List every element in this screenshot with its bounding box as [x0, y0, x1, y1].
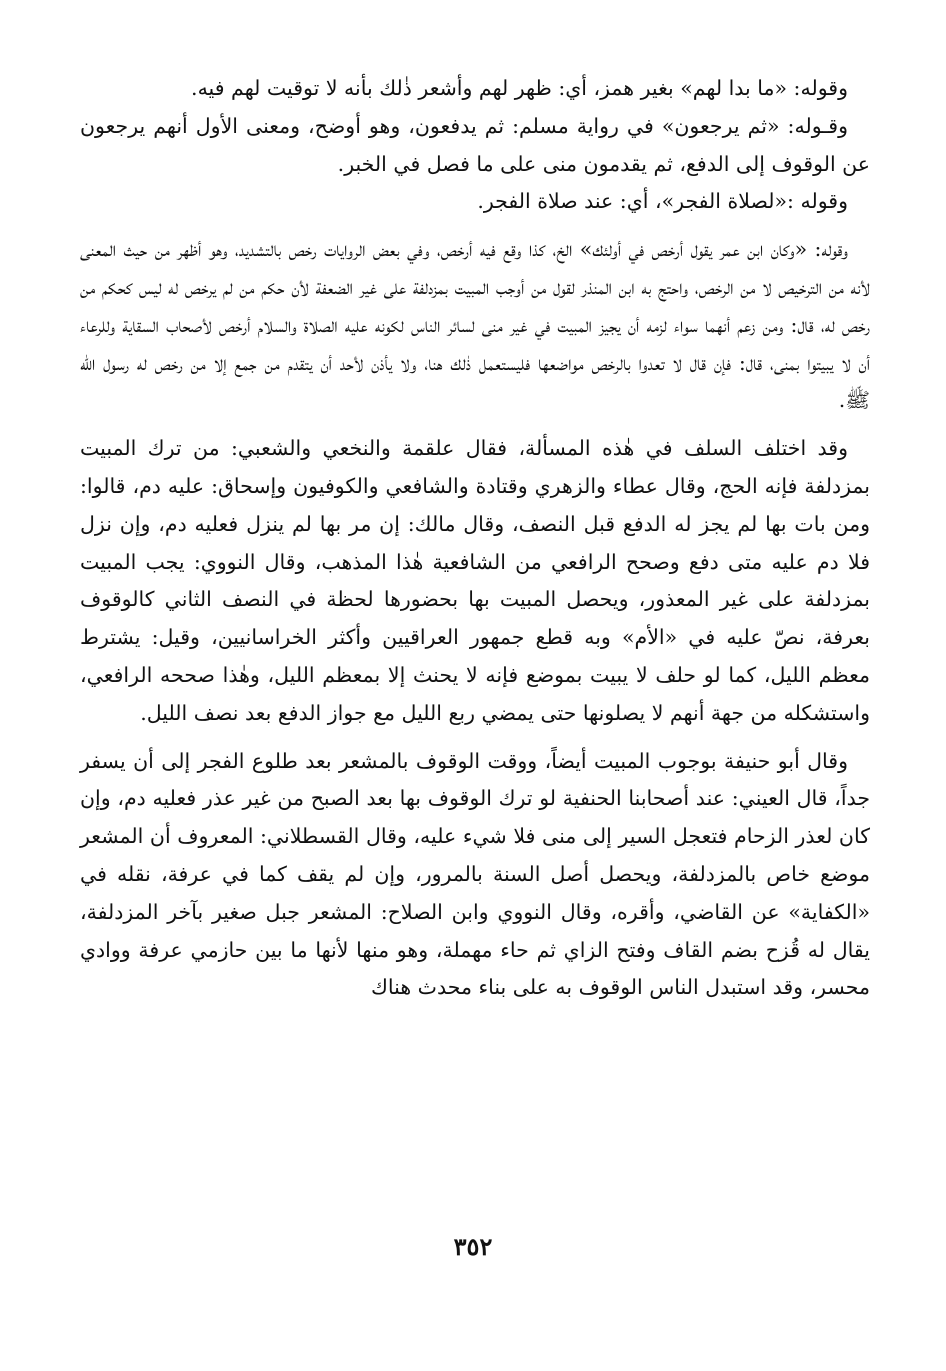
- paragraph-3: وقوله :«لصلاة الفجر»، أي: عند صلاة الفجر.: [477, 189, 848, 214]
- paragraph-5: وقد اختلف السلف في هٰذه المسألة، فقال علقمة والنخعي والشعبي: من ترك المبيت بمزدلفة فإنه الحج، وقال عطاء والزهري وقتادة والشافعي والكوفيون وإسحاق: عليه دم، قالوا: ومن بات بها لم يجز له الدفع قبل النصف، وقال مالك: إن مر بها لم ينزل فعليه دم، وإن نزل فلا دم عليه متى دفع وصحح الرافعي من الشافعية هٰذا المذهب، وقال النووي: يجب المبيت بمزدلفة على غير المعذور، ويحصل المبيت بها بحضورها لحظة في النصف الثاني كالوقوف بعرفة، نصّ عليه في «الأم» وبه قطع جمهور العراقيين وأكثر الخراسانيين، وقيل: يشترط معظم الليل، كما لو حلف لا يبيت بموضع فإنه لا يحنث إلا بمعظم الليل، وهٰذا صححه الرافعي، واستشكله من جهة أنهم لا يصلونها حتى يمضي ربع الليل مع جواز الدفع بعد نصف الليل.: [80, 436, 870, 725]
- paragraph-4: وقوله: «وكان ابن عمر يقول أرخص في أولئك» الخ، كذا وقع فيه أرخص، وفي بعض الروايات رخص بالتشديد، وهو أظهر من حيث المعنى لأنه من الترخيص لا من الرخص، واحتج به ابن المنذر لقول من أوجب المبيت بمزدلفة على غير الضعفة لأن حكم من لم يرخص له ليس كحكم من رخص له، قال: ومن زعم أنهما سواء لزمه أن يجيز المبيت في غير منى لسائر الناس لكونه عليه الصلاة والسلام أرخص لأصحاب السقاية وللرعاء أن لا يبيتوا بمنى، قال: فإن قال لا تعدوا بالرخص مواضعها فليستعمل ذٰلك هنا، ولا يأذن لأحد أن يتقدم من جمع إلا من رخص له رسول الله ﷺ.: [80, 237, 871, 413]
- paragraph-1: وقوله: «ما بدا لهم» بغير همز، أي: ظهر لهم وأشعر ذٰلك بأنه لا توقيت لهم فيه.: [191, 76, 848, 100]
- page-number: ٣٥٢: [453, 1232, 493, 1261]
- paragraph-6: وقال أبو حنيفة بوجوب المبيت أيضاً، ووقت الوقوف بالمشعر بعد طلوع الفجر إلى أن يسفر جداً، قال العيني: عند أصحابنا الحنفية لو ترك الوقوف بها بعد الصبح من غير عذر فعليه دم، وإن كان لعذر الزحام فتعجل السير إلى منى فلا شيء عليه، وقال القسطلاني: المعروف أن المشعر موضع خاص بالمزدلفة، ويحصل أصل السنة بالمرور، وإن لم يقف كما في عرفة، نقله في «الكفاية» عن القاضي، وأقره، وقال النووي وابن الصلاح: المشعر جبل صغير بآخر المزدلفة، يقال له قُزح بضم القاف وفتح الزاي ثم حاء مهملة، وهو منها لأنها ما بين حازمي عرفة ووادي محسر، وقد استبدل الناس الوقوف به على بناء محدث هناك: [80, 748, 870, 1000]
- page-body: [80, 70, 870, 1007]
- paragraph-2: وقـوله: «ثم يرجعون» في رواية مسلم: ثم يدفعون، وهو أوضح، ومعنى الأول أنهم يرجعون عن الوقوف إلى الدفع، ثم يقدمون منى على ما فصل في الخبر.: [80, 113, 870, 176]
